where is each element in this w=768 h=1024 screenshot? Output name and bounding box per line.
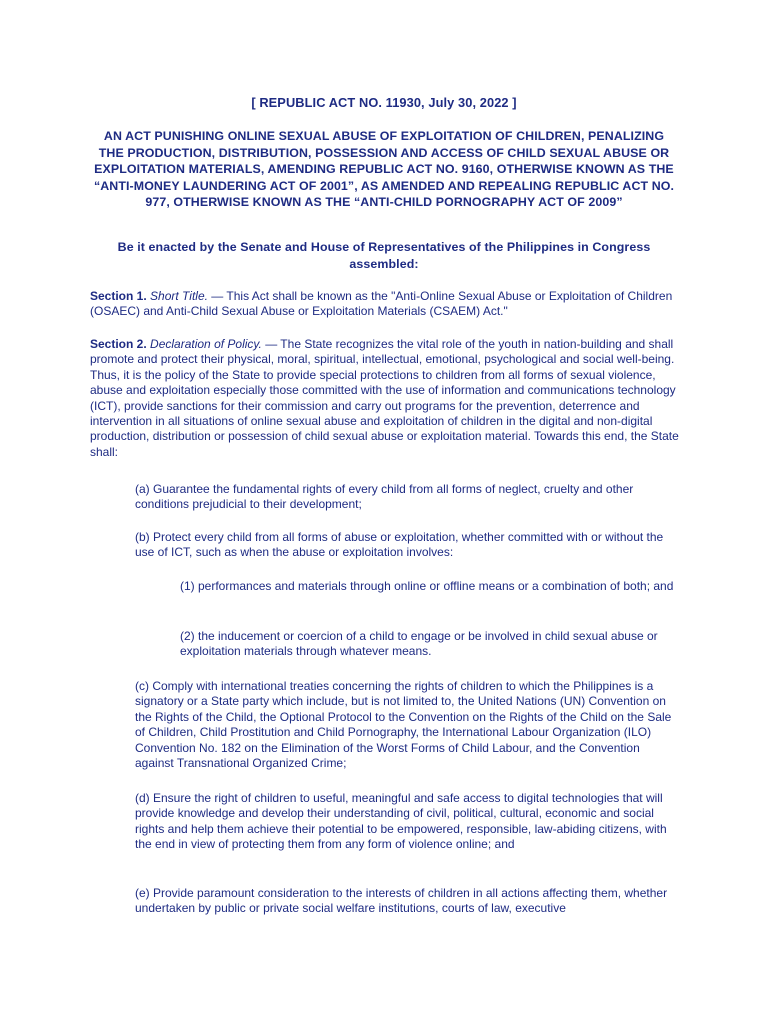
section-1-label: Section 1. bbox=[90, 289, 147, 303]
act-title: AN ACT PUNISHING ONLINE SEXUAL ABUSE OF EXPLOITATION OF CHILDREN, PENALIZING THE PRODUCTION, DISTRIBUTION, POSSESSION AND ACCESS OF CHILD SEXUAL ABUSE OR EXPLOITATION MATERIALS, AMENDING REPUBLIC ACT NO. 9160, OTHERWISE KNOWN AS THE “ANTI-MONEY LAUNDERING ACT OF 2001”, AS AMENDED AND REPEALING REPUBLIC ACT NO. 977, OTHERWISE KNOWN AS THE “ANTI-CHILD PORNOGRAPHY ACT OF 2009” bbox=[93, 129, 675, 210]
policy-item-d: (d) Ensure the right of children to useful, meaningful and safe access to digital technologies that will provide knowledge and develop their understanding of civil, political, cultural, economic and social rights and help them achieve their potential to be empowered, responsible, law-abiding citizens, with the end in view of protecting them from any form of violence online; and bbox=[135, 791, 667, 852]
policy-item-c: (c) Comply with international treaties concerning the rights of children to which the Philippines is a signatory or a State party which include, but is not limited to, the United Nations (UN) Convention on the Rights of the Child, the Optional Protocol to the Convention on the Rights of the Child on the Sale of Children, Child Prostitution and Child Pornography, the International Labour Organization (ILO) Convention No. 182 on the Elimination of the Worst Forms of Child Labour, and the Convention against Transnational Organized Crime; bbox=[135, 679, 672, 771]
section-1 bbox=[90, 289, 680, 320]
section-2 bbox=[90, 337, 680, 460]
section-1-body: — This Act shall be known as the "Anti-Online Sexual Abuse or Exploitation of Children (OSAEC) and Anti-Child Sexual Abuse or Exploitation Materials (CSAEM) Act." bbox=[90, 289, 673, 319]
act-number: [ REPUBLIC ACT NO. 11930, July 30, 2022 ] bbox=[251, 95, 517, 110]
section-1-heading: Short Title. bbox=[150, 289, 208, 303]
policy-item-b: (b) Protect every child from all forms of abuse or exploitation, whether committed with or without the use of ICT, such as when the abuse or exploitation involves: bbox=[135, 530, 664, 560]
enacting-clause: Be it enacted by the Senate and House of Representatives of the Philippines in Congress assembled: bbox=[117, 240, 651, 271]
policy-item-b-1: (1) performances and materials through online or offline means or a combination of both; and bbox=[180, 579, 674, 593]
policy-item-e: (e) Provide paramount consideration to the interests of children in all actions affecting them, whether undertaken by public or private social welfare institutions, courts of law, executive bbox=[135, 886, 668, 916]
section-2-body: — The State recognizes the vital role of the youth in nation-building and shall promote and protect their physical, moral, spiritual, intellectual, emotional, psychological and social well-being. Thus, it is the policy of the State to provide special protections to children from all forms of sexual violence, abuse and exploitation especially those committed with the use of information and communications technology (ICT), provide sanctions for their commission and carry out programs for the prevention, deterrence and intervention in all situations of online sexual abuse and exploitation of children in the digital and non-digital production, distribution or possession of child sexual abuse or exploitation material. Towards this end, the State shall: bbox=[90, 337, 679, 459]
section-2-label: Section 2. bbox=[90, 337, 147, 351]
policy-item-a: (a) Guarantee the fundamental rights of every child from all forms of neglect, cruelty and other conditions prejudicial to their development; bbox=[135, 482, 634, 512]
policy-item-b-2: (2) the inducement or coercion of a child to engage or be involved in child sexual abuse or exploitation materials through whatever means. bbox=[180, 629, 658, 659]
section-2-heading: Declaration of Policy. bbox=[150, 337, 262, 351]
